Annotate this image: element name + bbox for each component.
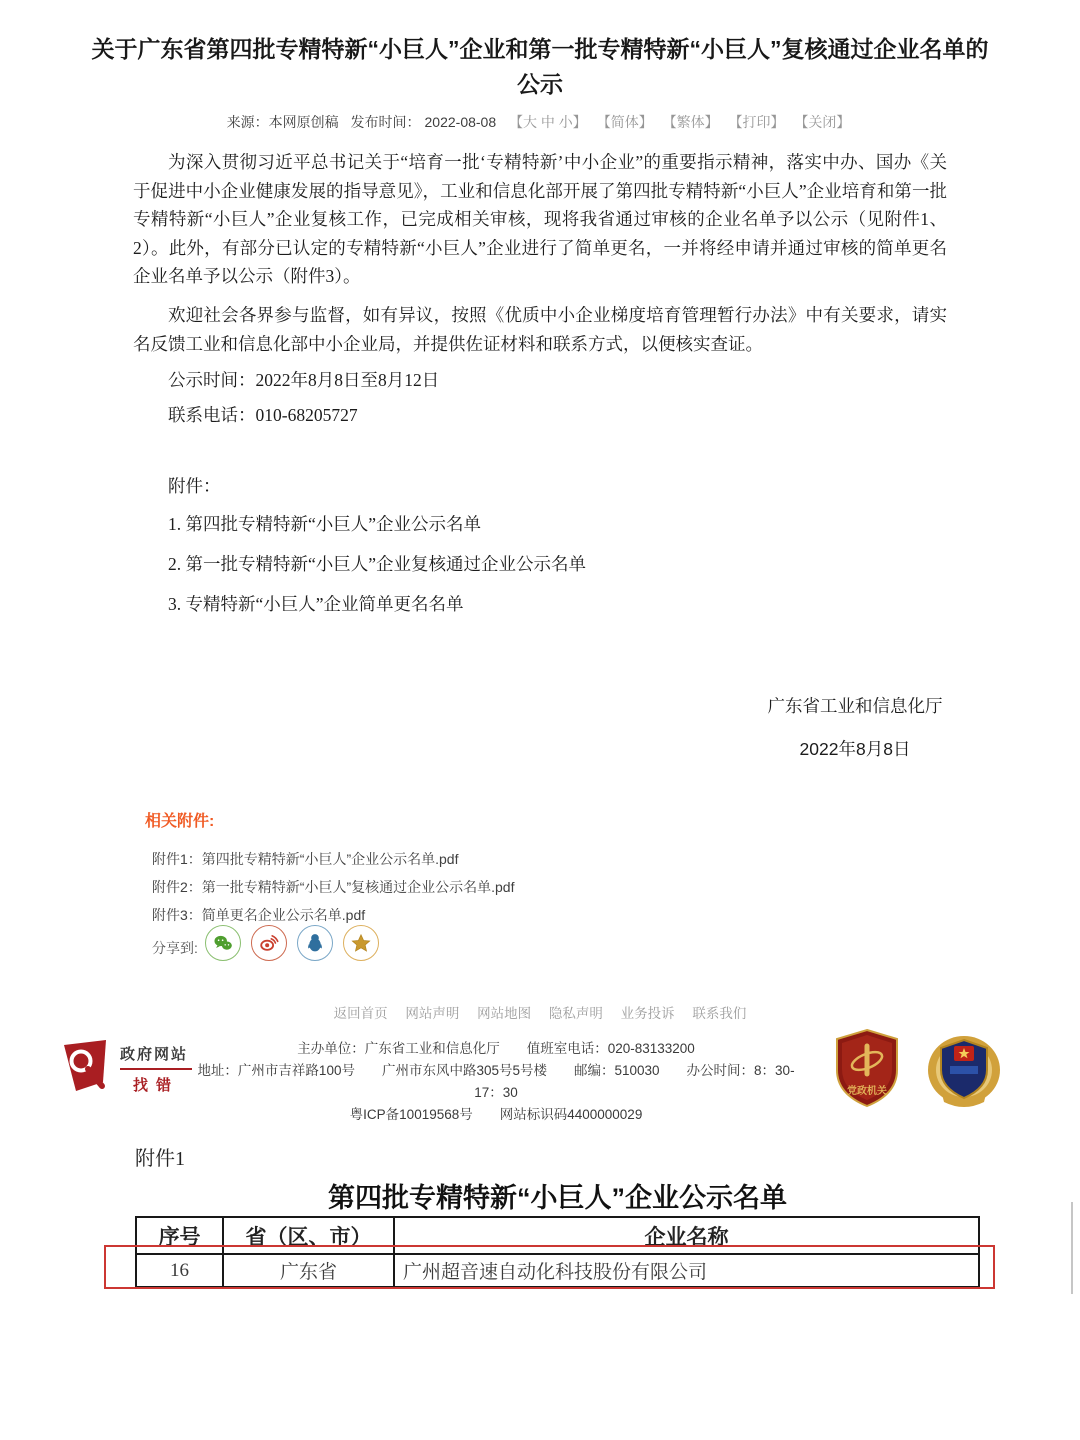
publicity-period: 公示时间：2022年8月8日至8月12日 bbox=[168, 370, 440, 390]
party-government-badge[interactable] bbox=[833, 1028, 901, 1113]
error-logo-line1: 政府网站 bbox=[120, 1046, 189, 1063]
cell-province: 广东省 bbox=[223, 1254, 394, 1287]
footer-nav-home[interactable]: 返回首页 bbox=[333, 1006, 388, 1021]
attachments-label: 附件： bbox=[168, 476, 221, 496]
col-header-index: 序号 bbox=[136, 1217, 223, 1254]
font-size-control[interactable]: 【大 中 小】 bbox=[509, 114, 587, 130]
signature-date: 2022年8月8日 bbox=[799, 739, 911, 759]
wechat-share-icon[interactable] bbox=[205, 925, 241, 961]
footer-address-line: 地址：广州市吉祥路100号 广州市东风中路305号5号楼 邮编：510030 办公时间：8：30-17：30 bbox=[197, 1063, 795, 1100]
footer-icp-line: 粤ICP备10019568号 网站标识码4400000029 bbox=[349, 1107, 643, 1122]
source-value: 本网原创稿 bbox=[268, 114, 339, 130]
publish-label: 发布时间： bbox=[350, 114, 421, 130]
page-title: 关于广东省第四批专精特新“小巨人”企业和第一批专精特新“小巨人”复核通过企业名单的公示 bbox=[91, 36, 989, 97]
article-paragraph-2: 欢迎社会各界参与监督，如有异议，按照《优质中小企业梯度培育管理暂行办法》中有关要求，请实名反馈工业和信息化部中小企业局，并提供佐证材料和联系方式，以便核实查证。 bbox=[133, 305, 947, 354]
share-icon-bar bbox=[205, 925, 379, 961]
error-logo-divider bbox=[120, 1068, 192, 1070]
footer-nav-contact[interactable]: 联系我们 bbox=[692, 1006, 747, 1021]
related-file-row bbox=[152, 877, 514, 897]
related-file-label: 附件3： bbox=[152, 907, 202, 923]
footer-info bbox=[190, 1038, 802, 1126]
close-button[interactable]: 【关闭】 bbox=[794, 114, 851, 130]
footer-nav bbox=[0, 1002, 1080, 1022]
article-paragraph-1: 为深入贯彻习近平总书记关于“培育一批‘专精特新’中小企业”的重要指示精神，落实中办、国办《关于促进中小企业健康发展的指导意见》，工业和信息化部开展了第四批专精特新“小巨人”企业培育和第一批专精特新“小巨人”企业复核工作，已完成相关审核，现将我省通过审核的企业名单予以公示（见附件1、2）。此外，有部分已认定的专精特新“小巨人”企业进行了简单更名，一并将经申请并通过审核的简单更名企业名单予以公示（附件3）。 bbox=[133, 152, 947, 286]
contact-phone: 联系电话：010-68205727 bbox=[168, 405, 358, 425]
col-header-company: 企业名称 bbox=[394, 1217, 979, 1254]
magnifier-flag-icon bbox=[62, 1039, 114, 1099]
share-label: 分享到: bbox=[152, 940, 198, 956]
svg-text:党政机关: 党政机关 bbox=[847, 1086, 887, 1097]
footer-organizer-line: 主办单位：广东省工业和信息化厅 值班室电话：020-83133200 bbox=[297, 1041, 695, 1056]
gov-site-error-report-badge[interactable] bbox=[62, 1036, 192, 1102]
col-header-province: 省（区、市） bbox=[223, 1217, 394, 1254]
footer-nav-sitemap[interactable]: 网站地图 bbox=[477, 1006, 532, 1021]
simplified-button[interactable]: 【简体】 bbox=[596, 114, 653, 130]
company-list-table bbox=[135, 1216, 980, 1288]
meta-bar bbox=[0, 112, 1080, 132]
police-emblem-badge[interactable] bbox=[924, 1026, 1004, 1115]
error-logo-line2: 找错 bbox=[132, 1077, 179, 1094]
footer-nav-privacy[interactable]: 隐私声明 bbox=[548, 1006, 603, 1021]
weibo-share-icon[interactable] bbox=[251, 925, 287, 961]
related-file-row bbox=[152, 905, 365, 925]
signature-organization: 广东省工业和信息化厅 bbox=[767, 696, 943, 716]
preview-attachment-label: 附件1 bbox=[135, 1148, 185, 1170]
table-row bbox=[136, 1254, 979, 1287]
attachment-item: 1. 第四批专精特新“小巨人”企业公示名单 bbox=[168, 514, 482, 534]
embedded-image-edge bbox=[1071, 1202, 1073, 1294]
qq-share-icon[interactable] bbox=[297, 925, 333, 961]
favorites-share-icon[interactable] bbox=[343, 925, 379, 961]
footer-nav-complaint[interactable]: 业务投诉 bbox=[620, 1006, 675, 1021]
related-file-link[interactable]: 第四批专精特新“小巨人”企业公示名单.pdf bbox=[201, 851, 459, 867]
related-file-link[interactable]: 第一批专精特新“小巨人”复核通过企业公示名单.pdf bbox=[201, 879, 515, 895]
cell-company: 广州超音速自动化科技股份有限公司 bbox=[394, 1254, 979, 1287]
related-file-row bbox=[152, 849, 458, 869]
related-file-label: 附件1： bbox=[152, 851, 202, 867]
traditional-button[interactable]: 【繁体】 bbox=[662, 114, 719, 130]
related-attachments-heading: 相关附件: bbox=[145, 813, 215, 830]
cell-index: 16 bbox=[136, 1254, 223, 1287]
table-header-row bbox=[136, 1217, 979, 1254]
related-file-link[interactable]: 简单更名企业公示名单.pdf bbox=[201, 907, 366, 923]
preview-table-title: 第四批专精特新“小巨人”企业公示名单 bbox=[328, 1183, 787, 1213]
publish-date: 2022-08-08 bbox=[424, 114, 497, 130]
attachment-item: 2. 第一批专精特新“小巨人”企业复核通过企业公示名单 bbox=[168, 554, 587, 574]
footer-nav-statement[interactable]: 网站声明 bbox=[405, 1006, 460, 1021]
print-button[interactable]: 【打印】 bbox=[728, 114, 785, 130]
related-file-label: 附件2： bbox=[152, 879, 202, 895]
attachment-item: 3. 专精特新“小巨人”企业简单更名名单 bbox=[168, 594, 464, 614]
source-label: 来源： bbox=[226, 114, 269, 130]
